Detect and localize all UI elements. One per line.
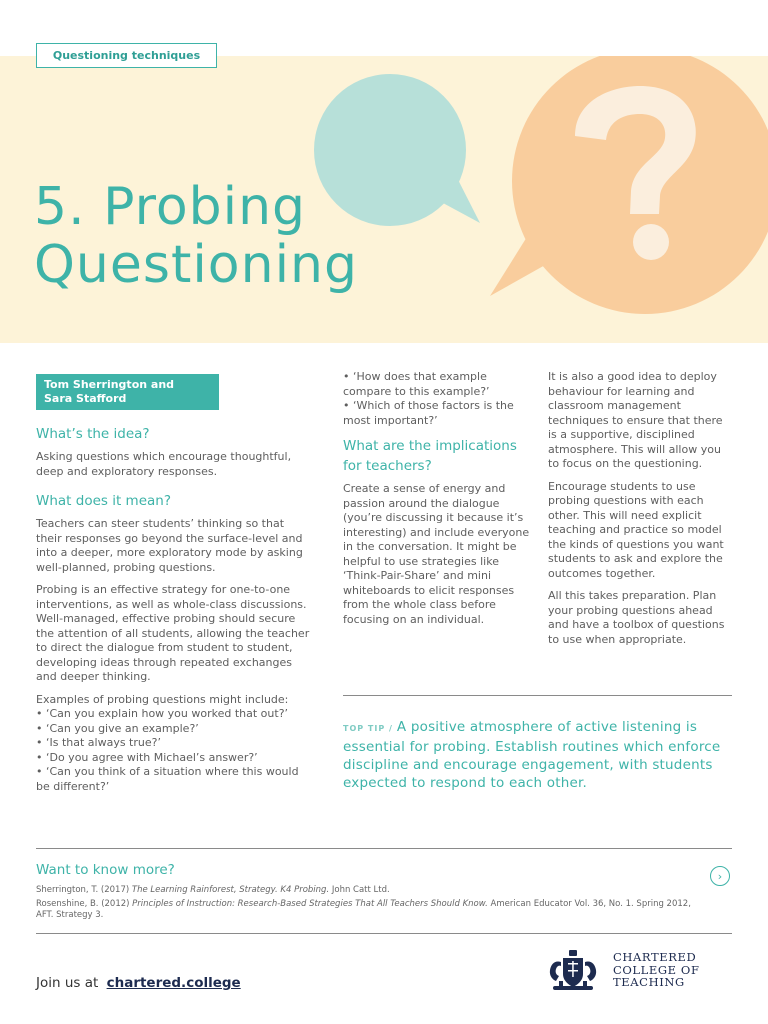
tip-divider xyxy=(343,695,732,696)
logo-line3: TEACHING xyxy=(613,975,685,990)
column-middle xyxy=(343,370,531,635)
chartered-college-logo xyxy=(547,948,700,992)
right-paragraph-2: Encourage students to use probing questions with each other. This will need explicit teaching and practice so model the kinds of questions you want students to ask and explore the outcomes together. xyxy=(548,479,724,580)
more-divider-top xyxy=(36,848,732,849)
crest-logo-icon xyxy=(547,948,599,992)
logo-wordmark xyxy=(613,951,700,989)
reference-1 xyxy=(36,885,696,896)
list-item: • ‘Can you give an example?’ xyxy=(36,721,199,735)
reference-2-title: Principles of Instruction: Research-Based Strategies That All Teachers Should Know. xyxy=(132,899,488,909)
authors-box xyxy=(36,374,219,410)
meaning-heading: What does it mean? xyxy=(36,493,172,509)
list-item: • ‘Is that always true?’ xyxy=(36,736,161,749)
examples-list-continued xyxy=(343,370,531,428)
column-left xyxy=(36,374,310,794)
meaning-paragraph-2: Probing is an effective strategy for one-to-one interventions, as well as whole-class discussions. Well-managed, effective probing should secure the attention of all students, allowing the teacher to direct the dialogue from student to student, developing ideas through repeated exchanges and deeper thinking. xyxy=(36,583,310,683)
right-paragraph-3: All this takes preparation. Plan your probing questions ahead and have a toolbox of questions to use when appropriate. xyxy=(548,589,725,646)
authors-line2: Sara Stafford xyxy=(44,392,127,405)
meaning-paragraph-1: Teachers can steer students’ thinking so that their responses go beyond the surface-level and into a deeper, more exploratory mode by asking well-planned, probing questions. xyxy=(36,517,303,574)
top-tip-text: A positive atmosphere of active listening is essential for probing. Establish routines which enforce discipline and encourage engagement, with students expected to respond to each other. xyxy=(343,719,721,791)
logo-line2: COLLEGE OF xyxy=(613,962,700,977)
category-tag xyxy=(36,43,217,68)
reference-2-publisher: American Educator Vol. 36, No. 1. Spring 2012, AFT. Strategy 3. xyxy=(36,899,691,920)
list-item: • ‘Can you think of a situation where this would be different?’ xyxy=(36,765,299,793)
join-label: Join us at xyxy=(36,975,99,991)
examples-intro: Examples of probing questions might include: xyxy=(36,692,289,706)
column-right xyxy=(548,370,732,655)
top-tip-label: TOP TIP / xyxy=(343,724,393,733)
more-heading: Want to know more? xyxy=(36,862,175,878)
idea-heading: What’s the idea? xyxy=(36,426,150,442)
list-item: • ‘Do you agree with Michael’s answer?’ xyxy=(36,750,258,764)
question-bubble-icon xyxy=(490,56,768,314)
category-tag-label: Questioning techniques xyxy=(52,49,201,62)
reference-2-author: Rosenshine, B. (2012) xyxy=(36,899,133,909)
chartered-college-link[interactable]: chartered.college xyxy=(106,975,241,991)
implications-text: Create a sense of energy and passion around the dialogue (you’re discussing it because it’s interesting) and include everyone in the conversation. It might be helpful to use strategies like ‘Think-Pair-Share’ and mini whiteboards to elicit responses from the whole class before focusing on an individual. xyxy=(343,482,530,626)
list-item: • ‘Can you explain how you worked that out?’ xyxy=(36,707,289,720)
page-title-line2: Questioning xyxy=(34,235,358,295)
page-title xyxy=(34,178,358,294)
reference-1-publisher: John Catt Ltd. xyxy=(329,885,390,895)
top-tip xyxy=(343,718,733,792)
reference-2 xyxy=(36,899,696,921)
more-arrow-button[interactable] xyxy=(710,866,730,886)
authors-line1: Tom Sherrington and xyxy=(44,378,175,391)
implications-heading: What are the implications for teachers? xyxy=(343,438,517,474)
join-us xyxy=(36,975,241,991)
examples-list xyxy=(36,707,310,794)
right-paragraph-1: It is also a good idea to deploy behaviour for learning and classroom management techniques to ensure that there is a supportive, disciplined atmosphere. This will allow you to focus on the questioning. xyxy=(548,370,723,470)
logo-line1: CHARTERED xyxy=(613,950,697,965)
idea-text: Asking questions which encourage thoughtful, deep and exploratory responses. xyxy=(36,450,292,478)
reference-1-title: The Learning Rainforest, Strategy. K4 Probing. xyxy=(131,885,330,895)
more-divider-bottom xyxy=(36,933,732,934)
reference-1-author: Sherrington, T. (2017) xyxy=(36,885,132,895)
page-title-line1: 5. Probing xyxy=(34,177,307,237)
list-item: • ‘Which of those factors is the most important?’ xyxy=(343,399,514,427)
list-item: • ‘How does that example compare to this example?’ xyxy=(343,370,490,398)
chevron-right-icon: › xyxy=(717,869,723,883)
references xyxy=(36,885,696,924)
